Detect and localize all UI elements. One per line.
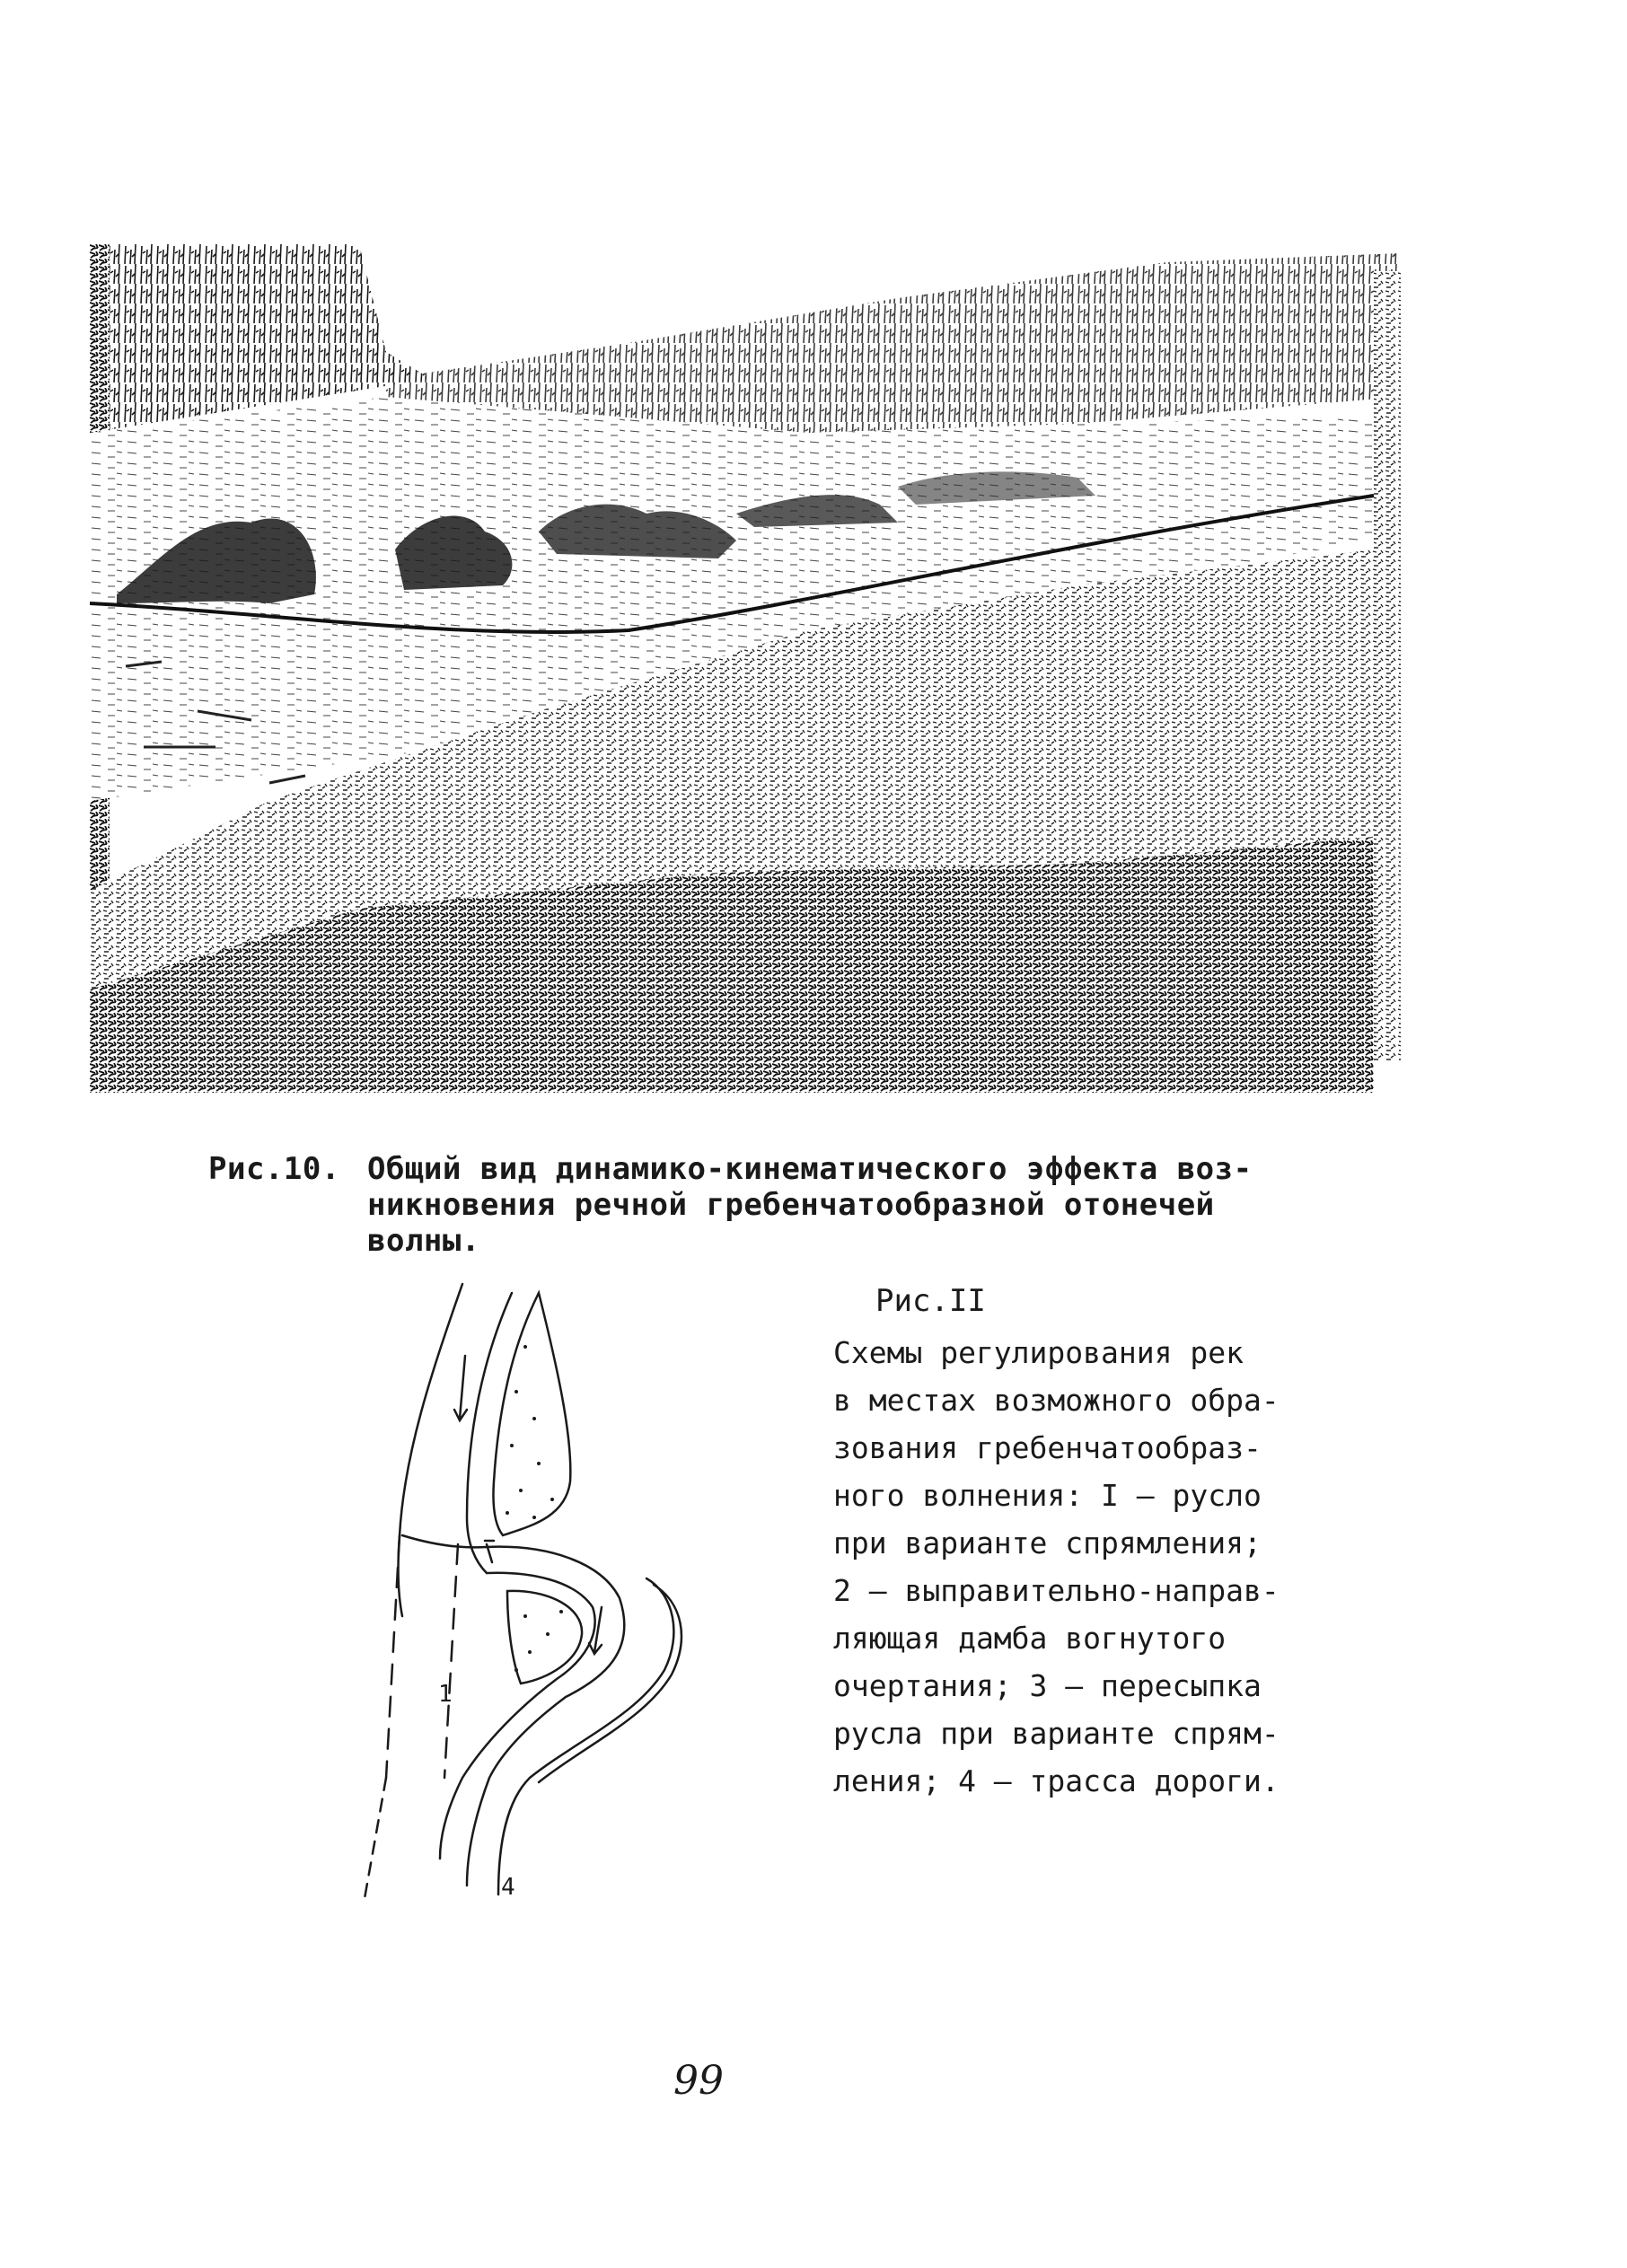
- diagram-label-1: 1: [438, 1681, 453, 1708]
- diagram-label-4: 4: [501, 1874, 515, 1901]
- figure-11-caption: Схемы регулирования рек в местах возможного обра- зования гребенчатообраз- ного волнения: I – русло при варианте спрямления; 2 – выправительно-направ- ляющая дамба вогнутого очертания; 3 – пересыпка русла при варианте спрям- ления; 4 – трасса дороги.: [833, 1335, 1280, 1798]
- page-number: 99: [673, 2058, 724, 2104]
- river-regulation-diagram: [332, 1275, 709, 1903]
- river-regulation-diagram-drawing: [332, 1275, 709, 1903]
- figure-10-caption-text: Общий вид динамико-кинематического эффекта воз- никновения речной гребенчатообразной отонечей волны.: [367, 1151, 1253, 1259]
- river-wave-photo-drawing: [90, 244, 1401, 1093]
- figure-11-label: Рис.II: [875, 1283, 986, 1319]
- river-wave-photo: [90, 244, 1401, 1093]
- figure-10-label: Рис.10.: [208, 1151, 340, 1187]
